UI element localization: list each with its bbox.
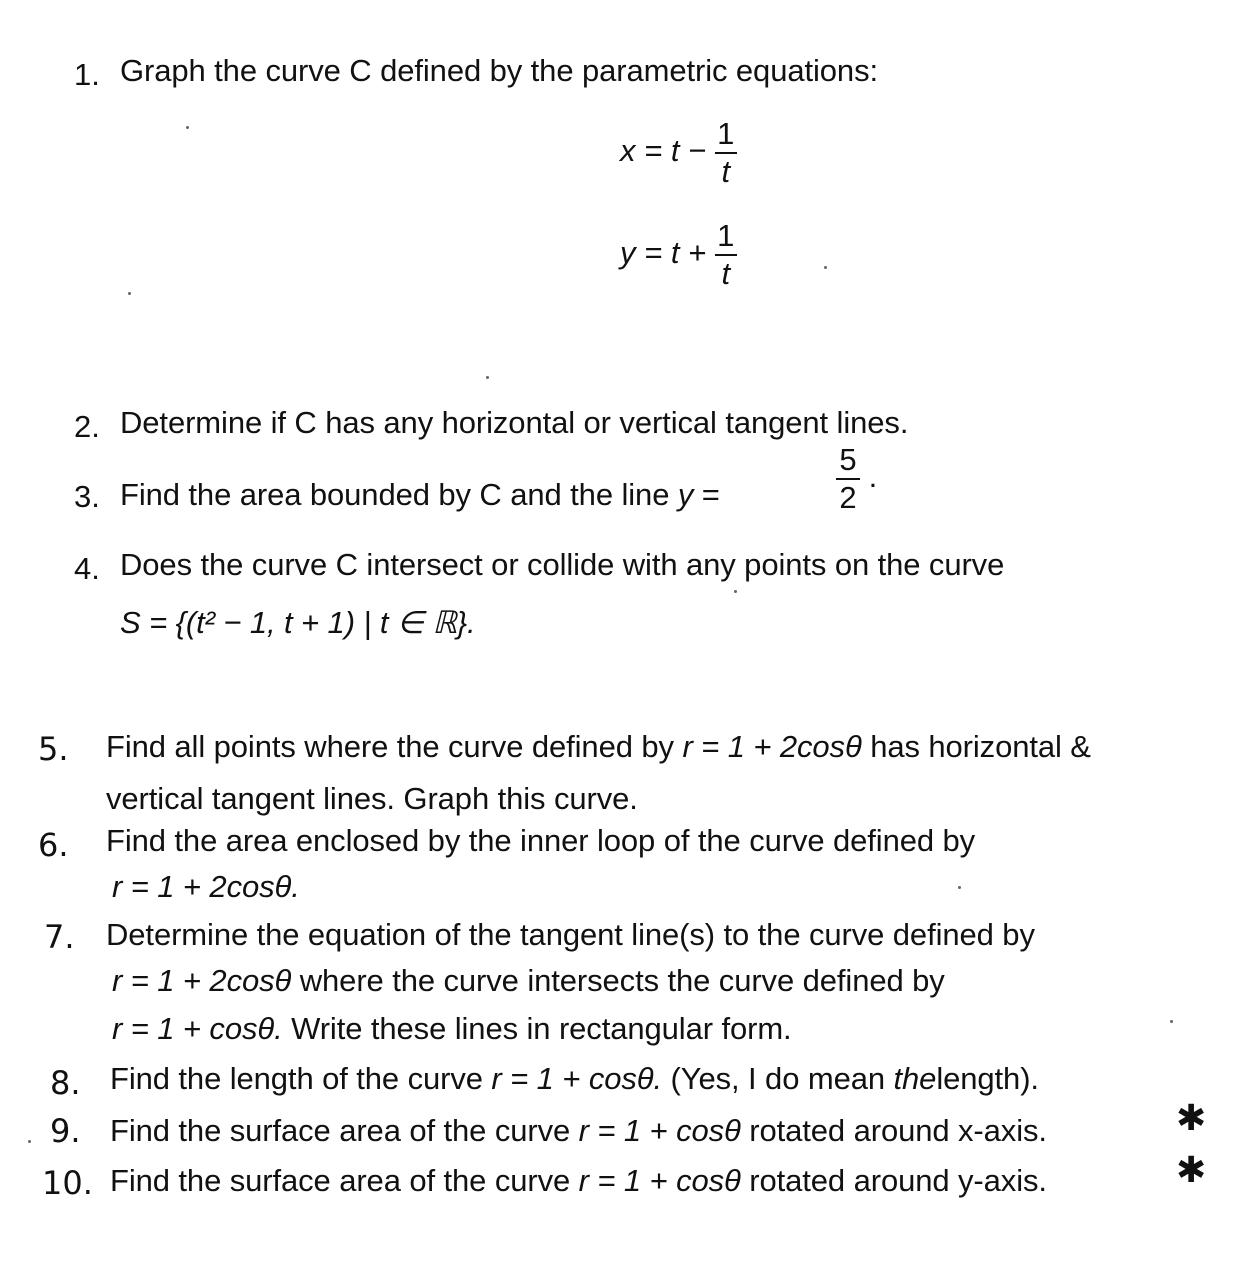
problem-3-period: . <box>868 459 878 495</box>
scan-speck <box>824 266 827 269</box>
problem-8-text-b: (Yes, I do mean <box>670 1061 886 1096</box>
scan-speck <box>128 292 131 295</box>
problem-7-text: Determine the equation of the tangent line(s) to the curve defined by <box>106 917 1035 952</box>
problem-3-fraction <box>836 444 877 514</box>
problem-3-denominator: 2 <box>839 480 857 515</box>
problem-10-text-a: Find the surface area of the curve <box>110 1163 571 1198</box>
problem-1-text: Graph the curve C defined by the parametric equations: <box>120 53 878 88</box>
problem-8-text-a: Find the length of the curve <box>110 1061 483 1096</box>
problem-3-text-a: Find the area bounded by C and the line <box>120 477 670 512</box>
problem-7-line2 <box>112 962 945 1000</box>
problem-9-text-b: rotated around x-axis. <box>749 1113 1047 1148</box>
problem-5-text <box>106 728 1091 766</box>
equation-x-numerator: 1 <box>717 116 735 151</box>
scan-speck <box>958 886 961 889</box>
scan-speck <box>1170 1020 1173 1023</box>
problem-8-text-c: length). <box>936 1061 1039 1096</box>
scan-speck <box>186 126 189 129</box>
problem-3-number: 3. <box>74 479 100 514</box>
problem-7-line2-expr: r = 1 + 2cosθ <box>112 963 292 998</box>
problem-10-expr: r = 1 + cosθ <box>578 1163 741 1198</box>
problem-2-number: 2. <box>74 409 100 444</box>
problem-3-text <box>120 476 720 514</box>
problem-10-text-b: rotated around y-axis. <box>749 1163 1047 1198</box>
problem-6-number: 6. <box>38 826 69 864</box>
problem-9-asterisk-icon: ✱ <box>1176 1098 1207 1139</box>
problem-6-text: Find the area enclosed by the inner loop of the curve defined by <box>106 823 976 858</box>
problem-7-line3 <box>112 1010 792 1048</box>
problem-5-line2: vertical tangent lines. Graph this curve. <box>106 781 638 816</box>
problem-8-number: 8. <box>50 1064 81 1102</box>
scan-speck <box>734 590 737 593</box>
equation-x <box>620 118 737 188</box>
problem-10-asterisk-icon: ✱ <box>1176 1150 1207 1191</box>
equation-y-numerator: 1 <box>717 218 735 253</box>
scan-speck <box>28 1140 31 1143</box>
problem-7-line3-expr: r = 1 + cosθ. <box>112 1011 283 1046</box>
equation-y-lhs: y = t + <box>620 235 707 271</box>
problem-5-text-a: Find all points where the curve defined by <box>106 729 674 764</box>
problem-3-equals: = <box>701 477 720 512</box>
problem-10-text <box>110 1162 1047 1200</box>
problem-5-number: 5. <box>38 730 69 768</box>
equation-y-fraction <box>715 220 737 290</box>
equation-y-denominator: t <box>721 256 731 291</box>
problem-8-expr: r = 1 + cosθ. <box>491 1061 662 1096</box>
problem-6-line2: r = 1 + 2cosθ. <box>112 869 300 904</box>
problem-3-var: y <box>677 477 694 512</box>
problem-4-text: Does the curve C intersect or collide with any points on the curve <box>120 547 1005 582</box>
problem-2-text: Determine if C has any horizontal or vertical tangent lines. <box>120 405 909 440</box>
equation-y <box>620 220 737 290</box>
problem-3-numerator: 5 <box>839 442 857 477</box>
problem-7-line2-text: where the curve intersects the curve defined by <box>299 963 945 998</box>
problem-4-number: 4. <box>74 551 100 586</box>
problem-9-text <box>110 1112 1047 1150</box>
scan-speck <box>486 376 489 379</box>
problem-8-text <box>110 1060 1039 1098</box>
equation-x-lhs: x = t − <box>620 133 707 169</box>
equation-x-denominator: t <box>721 154 731 189</box>
problem-1-number: 1. <box>74 57 100 92</box>
problem-8-emph: the <box>893 1061 937 1096</box>
problem-5-text-b: has horizontal & <box>870 729 1091 764</box>
problem-4-set: S = {(t² − 1, t + 1) | t ∈ ℝ}. <box>120 605 476 640</box>
equation-x-fraction <box>715 118 737 188</box>
problem-7-line3-text: Write these lines in rectangular form. <box>291 1011 792 1046</box>
problem-7-number: 7. <box>44 918 75 956</box>
problem-9-number: 9. <box>50 1112 81 1150</box>
problem-9-expr: r = 1 + cosθ <box>578 1113 741 1148</box>
problem-5-expr: r = 1 + 2cosθ <box>682 729 862 764</box>
problem-10-number: 10. <box>42 1164 93 1202</box>
problem-9-text-a: Find the surface area of the curve <box>110 1113 571 1148</box>
